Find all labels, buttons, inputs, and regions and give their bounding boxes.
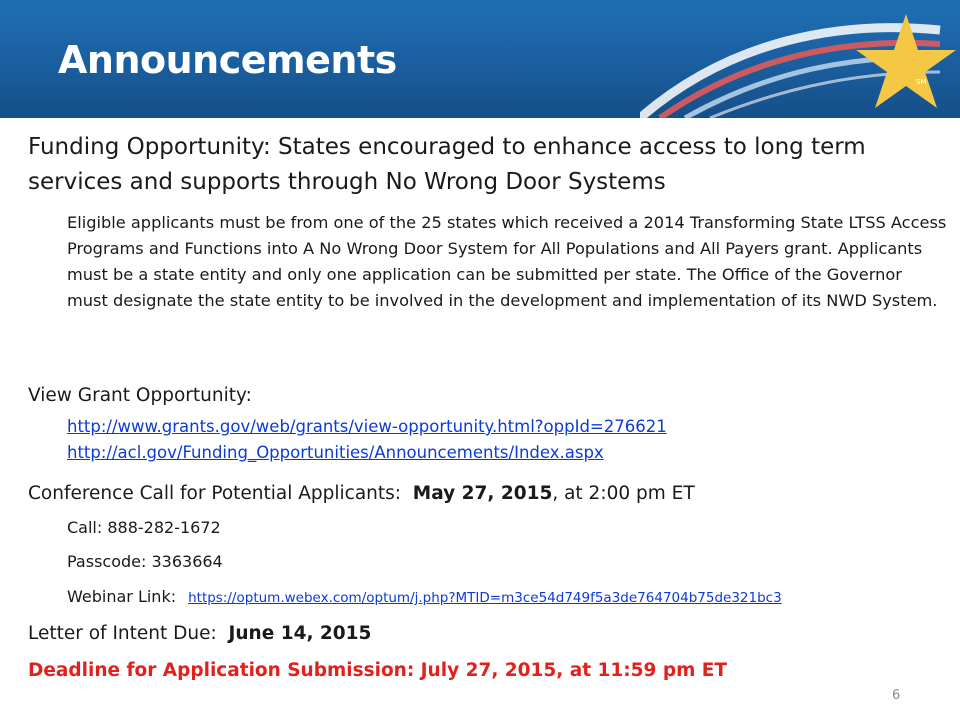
- funding-headline: Funding Opportunity: States encouraged to enhance access to long term services and supports through No Wrong Door Systems: [28, 134, 866, 195]
- webinar-link[interactable]: https://optum.webex.com/optum/j.php?MTID=m3ce54d749f5a3de764704b75de321bc3: [188, 590, 782, 606]
- application-deadline: Deadline for Application Submission: July 27, 2015, at 11:59 pm ET: [28, 660, 728, 681]
- conference-call-time: , at 2:00 pm ET: [552, 483, 695, 504]
- star-swoosh-logo-icon: [640, 0, 960, 118]
- letter-of-intent-line: [28, 621, 371, 647]
- grants-gov-link-row: [67, 415, 667, 439]
- letter-of-intent-label: Letter of Intent Due:: [28, 623, 229, 644]
- slide-title: Announcements: [58, 38, 397, 82]
- acl-gov-link[interactable]: http://acl.gov/Funding_Opportunities/Announcements/Index.aspx: [67, 443, 604, 462]
- webinar-line: [67, 585, 782, 610]
- page-number: 6: [892, 688, 901, 703]
- conference-call-label: Conference Call for Potential Applicants:: [28, 483, 413, 504]
- eligibility-paragraph: Eligible applicants must be from one of the 25 states which received a 2014 Transforming State LTSS Access Programs and Functions into A No Wrong Door System for All Populations and All Payers grant. Applicants must be a state entity and only one application can be submitted per state. The Office of the Governor must designate the state entity to be involved in the development and implementation of its NWD System.: [67, 213, 947, 310]
- view-grant-label: View Grant Opportunity:: [28, 385, 252, 406]
- grants-gov-link[interactable]: http://www.grants.gov/web/grants/view-opportunity.html?oppId=276621: [67, 417, 667, 436]
- conference-call-date: May 27, 2015: [412, 483, 553, 504]
- call-number: Call: 888-282-1672: [67, 518, 221, 537]
- slide-header: [0, 0, 960, 118]
- conference-call-line: [28, 481, 695, 507]
- letter-of-intent-date: June 14, 2015: [228, 623, 372, 644]
- acl-gov-link-row: [67, 441, 604, 465]
- service-mark: SM: [916, 78, 927, 86]
- passcode: Passcode: 3363664: [67, 552, 223, 571]
- webinar-label: Webinar Link:: [67, 587, 177, 606]
